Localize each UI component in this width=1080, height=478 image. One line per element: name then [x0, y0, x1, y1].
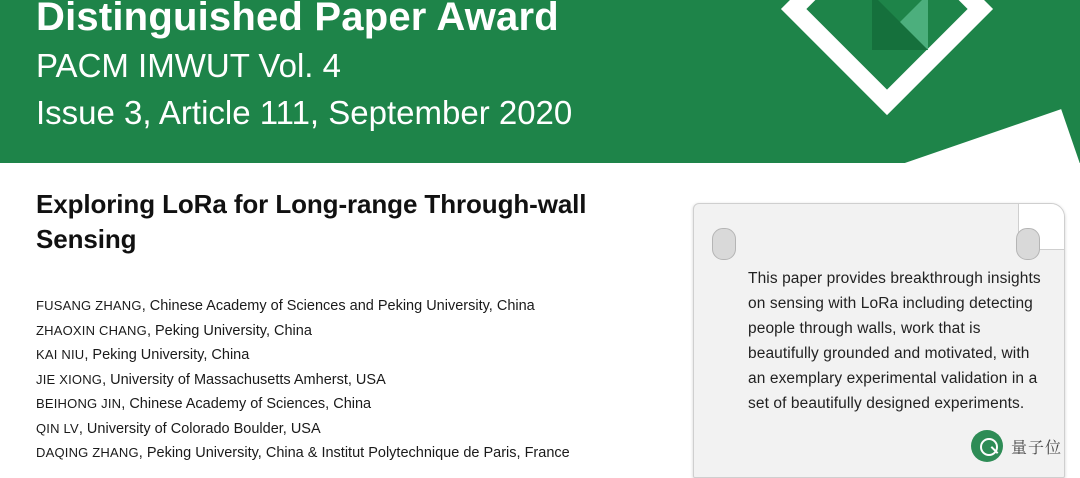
- banner-text-group: [36, 0, 572, 136]
- author-affiliation: , University of Colorado Boulder, USA: [78, 420, 321, 437]
- author-name: BEIHONG JIN: [36, 396, 122, 411]
- list-item: [36, 368, 696, 393]
- qbitai-logo-icon: [971, 430, 1003, 462]
- watermark-label: 量子位: [1010, 439, 1062, 457]
- author-name: FUSANG ZHANG: [36, 298, 142, 313]
- author-list: [36, 294, 696, 466]
- note-ring-right-icon: [1016, 228, 1040, 260]
- list-item: [36, 294, 696, 319]
- list-item: [36, 441, 696, 466]
- list-item: [36, 343, 696, 368]
- author-affiliation: , Chinese Academy of Sciences, China: [121, 396, 372, 412]
- author-name: ZHAOXIN CHANG: [36, 322, 147, 338]
- author-name: KAI NIU: [36, 347, 85, 362]
- issue-line: Issue 3, Article 111, September 2020: [36, 94, 573, 131]
- award-header-banner: [0, 0, 1080, 163]
- list-item: [36, 319, 696, 344]
- author-name: DAQING ZHANG: [36, 445, 139, 460]
- author-affiliation: , Peking University, China: [84, 347, 250, 363]
- diamond-chevron-icon: [812, 0, 1002, 124]
- author-affiliation: , University of Massachusetts Amherst, USA: [102, 371, 386, 388]
- watermark: [971, 430, 1062, 462]
- award-title: Distinguished Paper Award: [36, 0, 559, 39]
- list-item: [36, 392, 696, 417]
- reviewer-quote-text: This paper provides breakthrough insights on sensing with LoRa including detecting people through walls, work that is beautifully grounded and motivated, with an exemplary experimental validation in a set of beautifully designed experiments.: [748, 270, 1041, 412]
- list-item: [36, 417, 696, 442]
- author-affiliation: , Peking University, China & Institut Polytechnique de Paris, France: [138, 445, 570, 461]
- author-affiliation: , Peking University, China: [146, 322, 312, 339]
- venue-line: PACM IMWUT Vol. 4: [36, 47, 341, 84]
- page-title: Exploring LoRa for Long-range Through-wall Sensing: [36, 189, 587, 254]
- author-affiliation: , Chinese Academy of Sciences and Peking University, China: [141, 298, 535, 314]
- note-ring-left-icon: [712, 228, 736, 260]
- author-name: JIE XIONG: [36, 371, 103, 387]
- author-name: QIN LV: [36, 420, 79, 436]
